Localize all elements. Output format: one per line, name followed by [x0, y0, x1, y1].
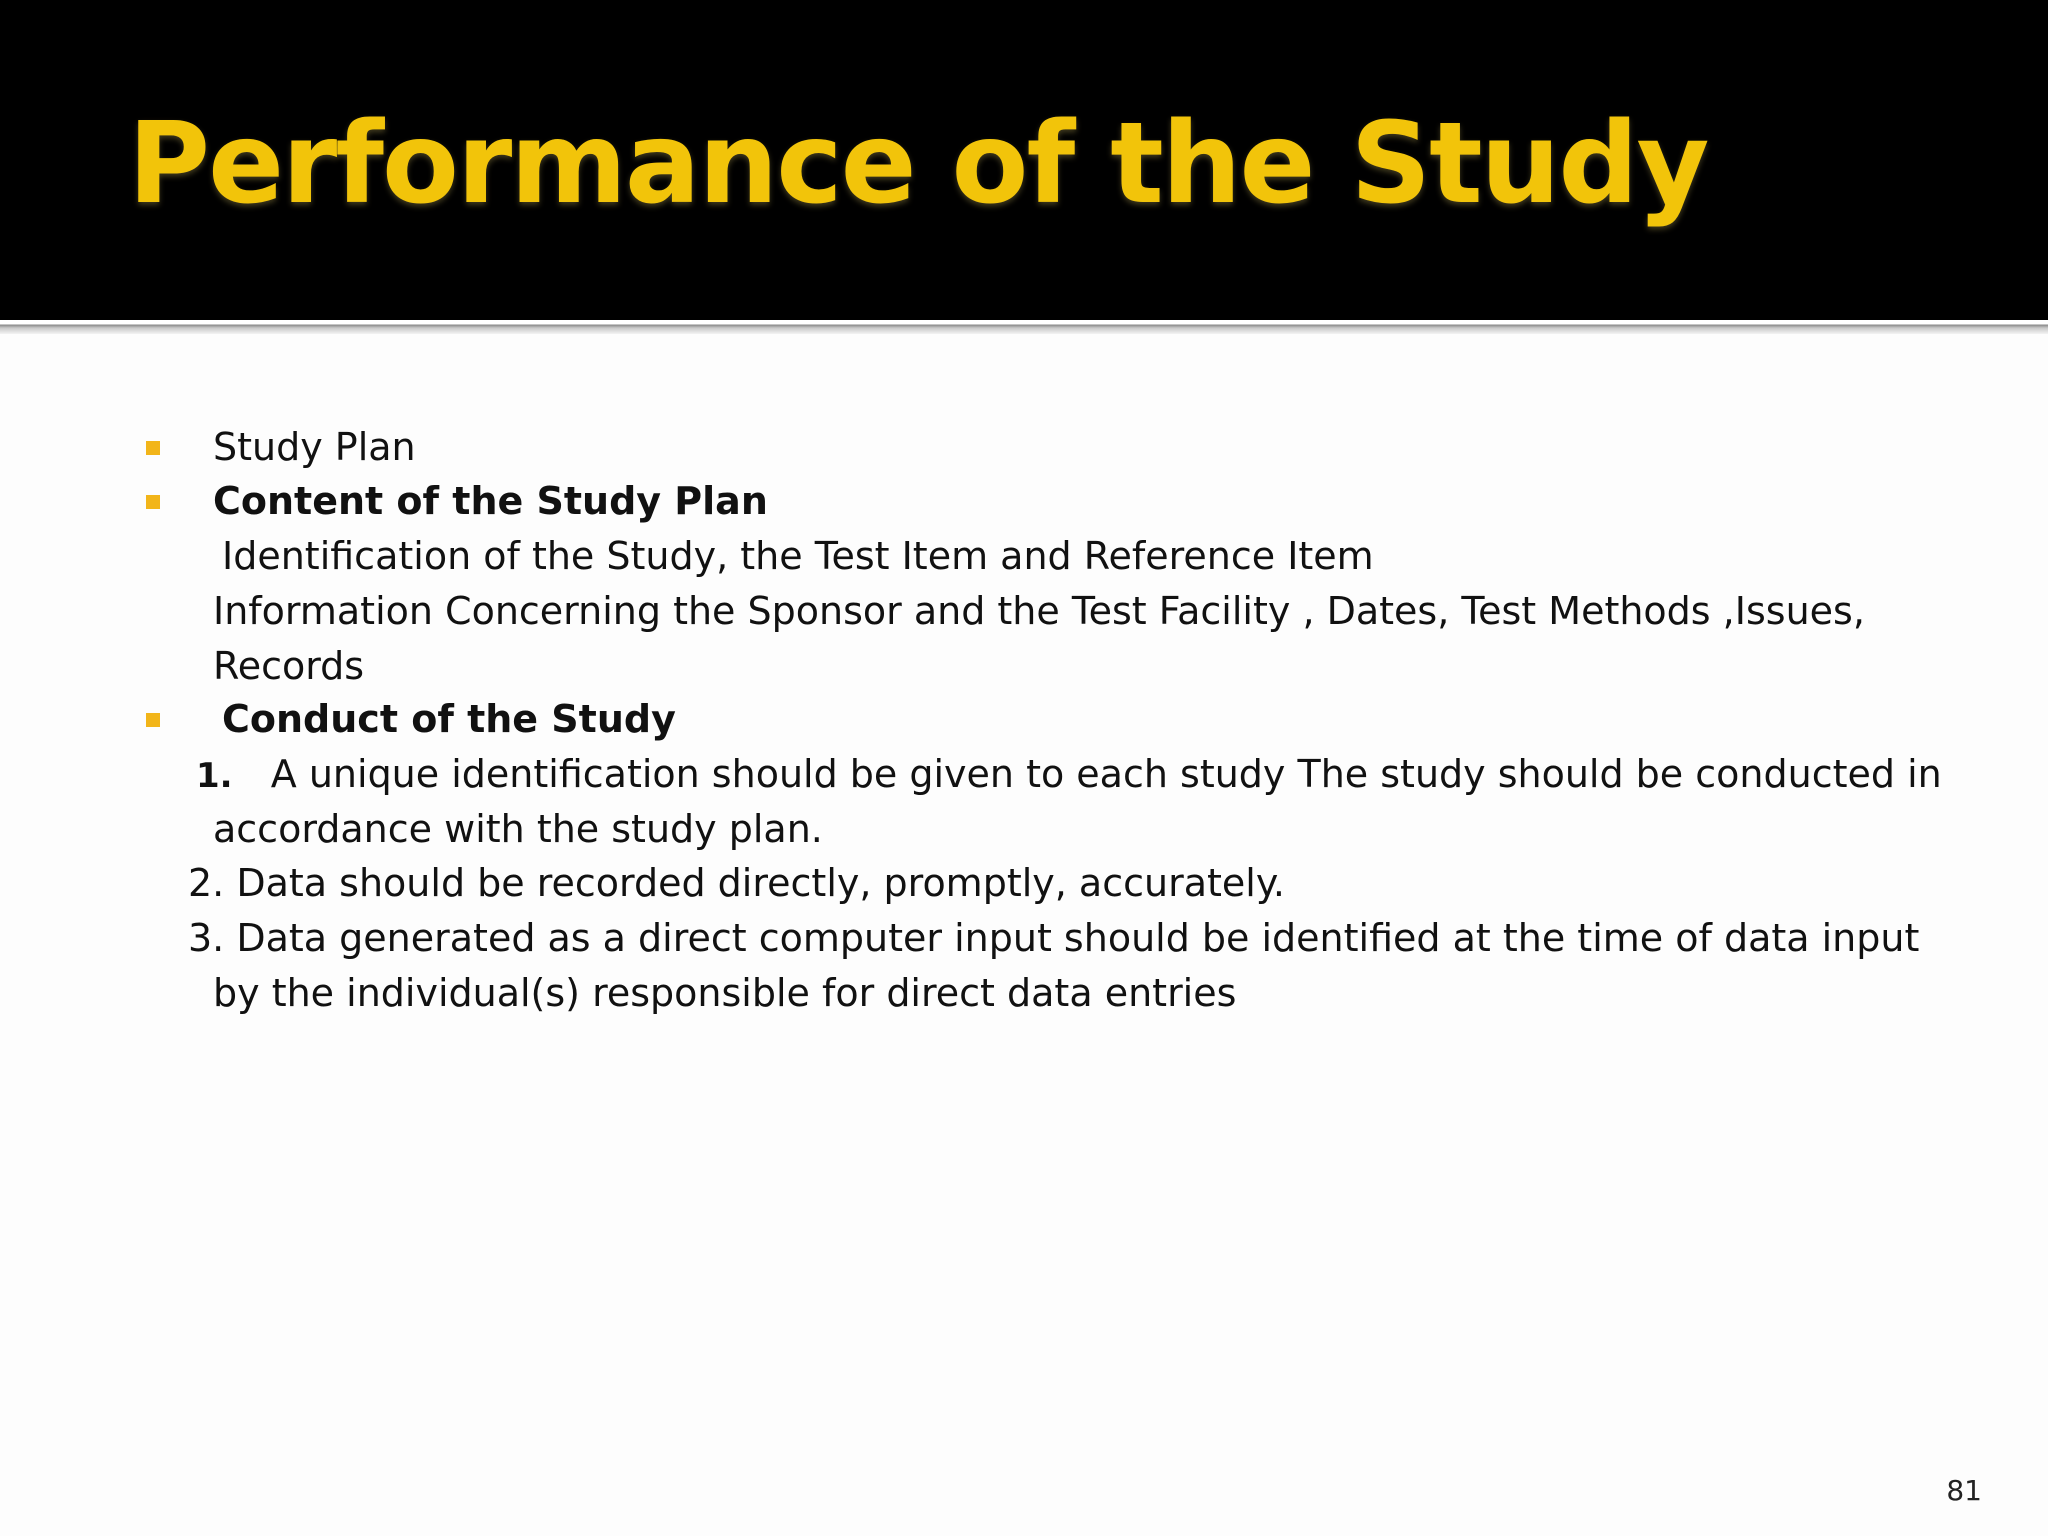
item-number: 3.	[188, 916, 225, 960]
content-plan-line-2: Information Concerning the Sponsor and the Test Facility , Dates, Test Methods ,Issues,	[213, 589, 1865, 633]
bullet-marker	[146, 495, 160, 509]
item-number: 2.	[188, 861, 225, 905]
item-number: 1.	[196, 756, 233, 796]
conduct-item-1-continued: accordance with the study plan.	[213, 807, 823, 851]
content-plan-line-1: Identification of the Study, the Test Item and Reference Item	[222, 534, 1374, 578]
conduct-item-1	[196, 747, 1942, 803]
content-plan-line-3: Records	[213, 644, 365, 688]
bullet-marker	[146, 713, 160, 727]
conduct-item-3-continued: by the individual(s) responsible for direct data entries	[213, 971, 1237, 1015]
bullet-study-plan: Study Plan	[213, 425, 416, 469]
item-text: Data should be recorded directly, promptly, accurately.	[236, 861, 1285, 905]
bullet-content-of-study-plan: Content of the Study Plan	[213, 479, 768, 523]
conduct-item-2	[188, 856, 1285, 910]
item-text: Data generated as a direct computer input should be identified at the time of data input	[236, 916, 1920, 960]
slide-title: Performance of the Study	[128, 99, 1708, 229]
conduct-item-3	[188, 911, 1919, 965]
bullet-conduct-of-study: Conduct of the Study	[222, 697, 676, 741]
page-number: 81	[1946, 1474, 1982, 1507]
bullet-marker	[146, 441, 160, 455]
item-text: A unique identification should be given to each study The study should be conducted in	[270, 752, 1942, 796]
